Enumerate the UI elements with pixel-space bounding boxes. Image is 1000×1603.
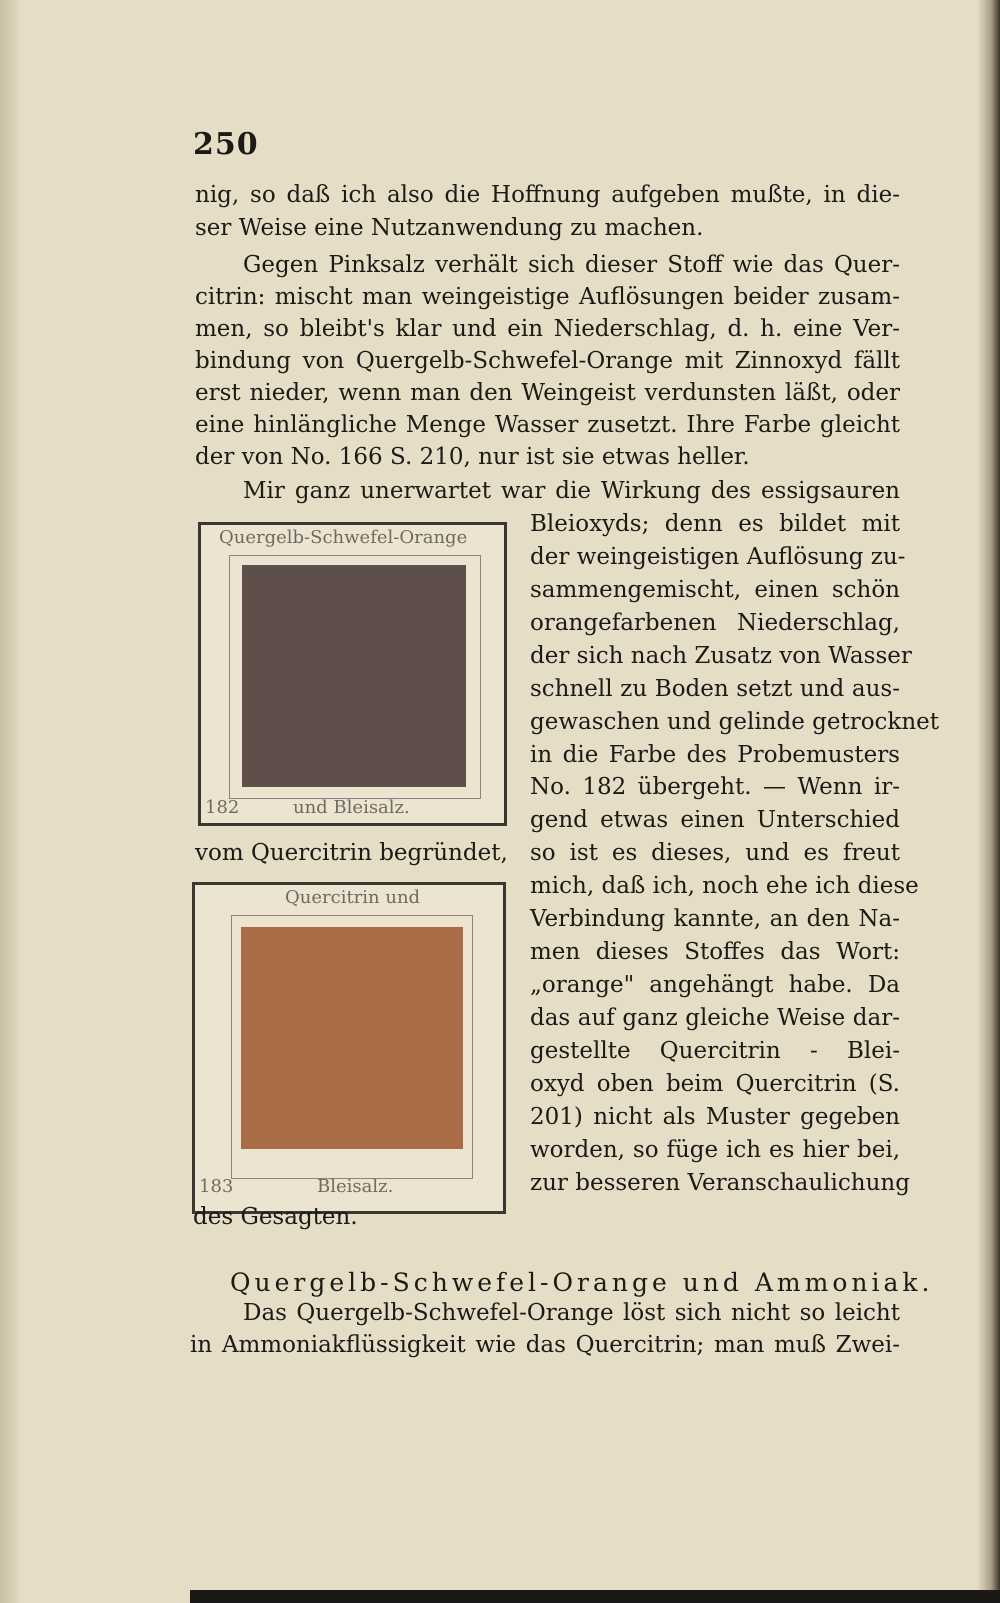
text-line: der von No. 166 S. 210, nur ist sie etwas heller. <box>195 444 750 470</box>
color-sample-183 <box>192 882 506 1214</box>
color-sample-182 <box>198 522 507 826</box>
text-line: der weingeistigen Auflösung zu- <box>530 544 906 570</box>
sample-caption: und Bleisalz. <box>293 797 410 818</box>
text-line: gestellte Quercitrin - Blei- <box>530 1038 900 1064</box>
text-line: Das Quergelb-Schwefel-Orange löst sich nicht so leicht <box>243 1300 900 1326</box>
text-line: schnell zu Boden setzt und aus- <box>530 676 900 702</box>
text-line: men dieses Stoffes das Wort: <box>530 939 900 965</box>
text-line: Gegen Pinksalz verhält sich dieser Stoff wie das Quer- <box>243 252 900 278</box>
text-line: „orange" angehängt habe. Da <box>530 972 900 998</box>
page-number: 250 <box>193 127 259 162</box>
text-line: des Gesagten. <box>193 1204 358 1230</box>
text-line: No. 182 übergeht. — Wenn ir- <box>530 774 900 800</box>
sample-title: Quercitrin und <box>285 887 421 908</box>
text-line: so ist es dieses, und es freut <box>530 840 900 866</box>
text-line: orangefarbenen Niederschlag, <box>530 610 900 636</box>
text-line: oxyd oben beim Quercitrin (S. <box>530 1071 900 1097</box>
text-line: das auf ganz gleiche Weise dar- <box>530 1005 900 1031</box>
color-swatch <box>241 927 463 1149</box>
text-line: sammengemischt, einen schön <box>530 577 900 603</box>
page-bottom-shadow <box>190 1590 1000 1603</box>
text-line: in die Farbe des Probemusters <box>530 742 900 768</box>
text-line: gewaschen und gelinde getrocknet <box>530 709 940 735</box>
text-line: Mir ganz unerwartet war die Wirkung des essigsauren <box>243 478 900 504</box>
text-line: Bleioxyds; denn es bildet mit <box>530 511 900 537</box>
text-line: mich, daß ich, noch ehe ich diese <box>530 873 919 899</box>
sample-number: 183 <box>199 1176 234 1197</box>
text-line: gend etwas einen Unterschied <box>530 807 900 833</box>
text-line: ser Weise eine Nutzanwendung zu machen. <box>195 215 704 241</box>
text-line: der sich nach Zusatz von Wasser <box>530 643 912 669</box>
text-line: men, so bleibt's klar und ein Niederschlag, d. h. eine Ver- <box>195 316 900 342</box>
text-line: eine hinlängliche Menge Wasser zusetzt. Ihre Farbe gleicht <box>195 412 900 438</box>
text-line: bindung von Quergelb-Schwefel-Orange mit Zinnoxyd fällt <box>195 348 900 374</box>
text-line: zur besseren Veranschaulichung <box>530 1170 910 1196</box>
page-left-edge <box>0 0 20 1603</box>
sample-title: Quergelb-Schwefel-Orange <box>219 527 468 548</box>
color-swatch <box>242 565 466 787</box>
text-line: nig, so daß ich also die Hoffnung aufgeben mußte, in die- <box>195 182 900 208</box>
text-line: erst nieder, wenn man den Weingeist verdunsten läßt, oder <box>195 380 900 406</box>
text-line: 201) nicht als Muster gegeben <box>530 1104 900 1130</box>
section-heading: Quergelb-Schwefel-Orange und Ammoniak. <box>230 1268 934 1297</box>
text-line: worden, so füge ich es hier bei, <box>530 1137 900 1163</box>
sample-caption: Bleisalz. <box>317 1176 394 1197</box>
text-line: citrin: mischt man weingeistige Auflösungen beider zusam- <box>195 284 900 310</box>
sample-number: 182 <box>205 797 240 818</box>
page-right-edge <box>978 0 1000 1603</box>
text-line: Verbindung kannte, an den Na- <box>530 906 900 932</box>
text-line: in Ammoniakflüssigkeit wie das Quercitrin; man muß Zwei- <box>190 1332 900 1358</box>
text-line: vom Quercitrin begründet, <box>195 840 508 866</box>
